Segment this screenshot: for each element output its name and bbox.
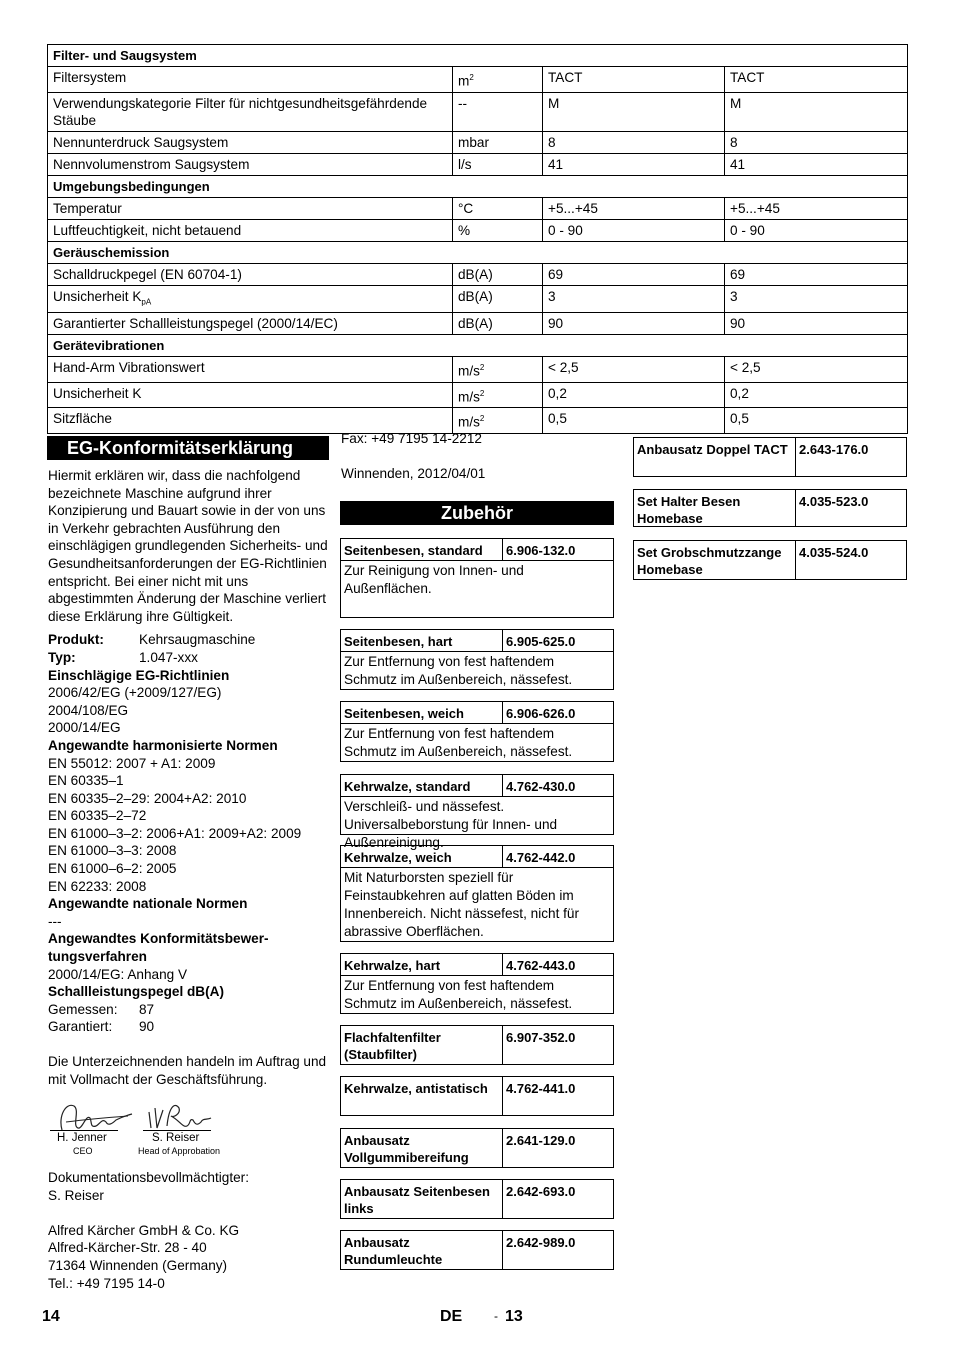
spec-label: Verwendungskategorie Filter für nichtgesundheitsgefährdende Stäube	[48, 92, 453, 131]
spec-value-2: +5...+45	[725, 197, 908, 219]
accessory-part-number: 6.906-132.0	[506, 543, 576, 558]
sig1-role: CEO	[73, 1146, 93, 1156]
accessory-item	[340, 774, 614, 850]
spec-row	[48, 67, 908, 93]
harmonised-list	[48, 755, 328, 896]
sig1-name: H. Jenner	[57, 1132, 107, 1144]
spec-unit: l/s	[453, 153, 543, 175]
spec-value-2: 0,5	[725, 408, 908, 434]
spec-row	[48, 382, 908, 408]
sig2-name: S. Reiser	[152, 1132, 200, 1144]
spec-row	[48, 313, 908, 335]
accessory-part-number: 6.907-352.0	[506, 1030, 576, 1045]
spec-unit: dB(A)	[453, 285, 543, 313]
spec-label: Temperatur	[48, 197, 453, 219]
accessory-part-number: 2.642-693.0	[506, 1184, 576, 1199]
company-street: Alfred-Kärcher-Str. 28 - 40	[48, 1240, 207, 1256]
language-code: DE	[440, 1308, 463, 1325]
spec-section-row	[48, 45, 908, 67]
national-value: ---	[48, 913, 62, 929]
list-item: 2004/108/EG	[48, 702, 129, 718]
accessory-name: Anbausatz Vollgummibereifung	[341, 1129, 503, 1167]
spec-unit: $m/s^2$	[453, 382, 543, 408]
spec-section-label: Geräuschemission	[48, 241, 908, 263]
list-item: EN 61000–6–2: 2005	[48, 861, 177, 877]
accessory-name: Kehrwalze, weich	[341, 846, 503, 867]
list-item: EN 61000–3–2: 2006+A1: 2009+A2: 2009	[48, 825, 302, 841]
guaranteed-row: Garantiert: 90	[48, 1019, 155, 1035]
page-number-left: 14	[42, 1308, 60, 1325]
accessory-item	[633, 437, 907, 477]
spec-value-2: 90	[725, 313, 908, 335]
accessory-description: Mit Naturborsten speziell für Feinstaubkehren auf glatten Böden im Innenbereich. Nicht nässefest, nicht für abrassive Oberflächen.	[344, 870, 579, 939]
spec-row	[48, 153, 908, 175]
accessory-part-number: 4.762-443.0	[506, 958, 576, 973]
spec-label: Unsicherheit $K_{pA}$	[48, 285, 453, 313]
spec-value-1: TACT	[543, 67, 725, 93]
accessory-name: Seitenbesen, hart	[341, 630, 503, 651]
place-date: Winnenden, 2012/04/01	[341, 466, 486, 481]
sig2-role: Head of Approbation	[138, 1146, 221, 1156]
procedure-value: 2000/14/EG: Anhang V	[48, 966, 188, 982]
conformity-intro: Hiermit erklären wir, dass die nachfolgend bezeichnete Maschine aufgrund ihrer Konzipierung und Bauart sowie in der von uns in Verkehr gebrachten Ausführung den einschlägigen grundlegenden Sicherheits- und Gesundheitsanforderungen der EG-Richtlinien entspricht. Bei einer nicht mit uns abgestimmten Änderung der Maschine verliert diese Erklärung ihre Gültigkeit.	[48, 468, 328, 624]
spec-section-label: Gerätevibrationen	[48, 335, 908, 357]
measured-row: Gemessen: 87	[48, 1001, 155, 1017]
spec-unit: mbar	[453, 131, 543, 153]
page-dash: -	[494, 1309, 498, 1323]
spec-value-1: 69	[543, 263, 725, 285]
mandate-text: Die Unterzeichnenden handeln im Auftrag und mit Vollmacht der Geschäftsführung.	[48, 1054, 327, 1087]
accessory-part-number: 2.641-129.0	[506, 1133, 576, 1148]
spec-label: Sitzfläche	[48, 408, 453, 434]
accessory-part-number: 4.762-430.0	[506, 779, 576, 794]
spec-label: Luftfeuchtigkeit, nicht betauend	[48, 219, 453, 241]
spec-row	[48, 285, 908, 313]
accessory-name: Seitenbesen, standard	[341, 539, 503, 560]
spec-value-1: 0,2	[543, 382, 725, 408]
accessory-name: Kehrwalze, standard	[341, 775, 503, 796]
accessory-part-number: 4.035-524.0	[799, 545, 869, 560]
accessory-item	[340, 1179, 614, 1219]
accessory-name: Set Grobschmutzzange Homebase	[634, 541, 796, 579]
sound-label: Schallleistungspegel dB(A)	[48, 984, 224, 1000]
spec-section-row	[48, 175, 908, 197]
spec-unit: dB(A)	[453, 263, 543, 285]
list-item: 2000/14/EG	[48, 720, 121, 736]
spec-value-2: M	[725, 92, 908, 131]
accessory-name: Kehrwalze, hart	[341, 954, 503, 975]
spec-value-2: < 2,5	[725, 357, 908, 383]
spec-unit: °C	[453, 197, 543, 219]
spec-row	[48, 92, 908, 131]
type-row: Typ: 1.047-xxx	[48, 649, 198, 665]
spec-label: Schalldruckpegel (EN 60704-1)	[48, 263, 453, 285]
spec-label: Hand-Arm Vibrationswert	[48, 357, 453, 383]
fax-line: Fax: +49 7195 14-2212	[341, 431, 482, 446]
accessory-part-number: 6.905-625.0	[506, 634, 576, 649]
accessory-name: Seitenbesen, weich	[341, 702, 503, 723]
spec-value-2: TACT	[725, 67, 908, 93]
spec-value-1: M	[543, 92, 725, 131]
company-city: 71364 Winnenden (Germany)	[48, 1257, 228, 1273]
accessory-name: Anbausatz Seitenbesen links	[341, 1180, 503, 1218]
accessory-item	[340, 701, 614, 762]
spec-unit: $m/s^2$	[453, 357, 543, 383]
spec-row	[48, 263, 908, 285]
spec-section-row	[48, 335, 908, 357]
spec-value-2: 3	[725, 285, 908, 313]
spec-value-1: 3	[543, 285, 725, 313]
accessory-item	[340, 629, 614, 690]
product-row: Produkt: Kehrsaugmaschine	[48, 632, 256, 648]
accessory-description: Verschleiß- und nässefest. Universalbeborstung für Innen- und Außenreinigung.	[344, 799, 558, 850]
accessory-item	[340, 1076, 614, 1116]
accessory-name: Flachfaltenfilter (Staubfilter)	[341, 1026, 503, 1064]
accessory-name: Anbausatz Doppel TACT	[634, 438, 796, 476]
spec-unit: --	[453, 92, 543, 131]
directives-label: Einschlägige EG-Richtlinien	[48, 667, 230, 683]
list-item: EN 61000–3–3: 2008	[48, 843, 177, 859]
spec-section-row	[48, 241, 908, 263]
accessory-part-number: 4.035-523.0	[799, 494, 869, 509]
accessory-description: Zur Entfernung von fest haftendem Schmutz im Außenbereich, nässefest.	[344, 978, 573, 1011]
doc-rep-name: S. Reiser	[48, 1187, 104, 1203]
accessory-name: Kehrwalze, antistatisch	[341, 1077, 503, 1115]
spec-label: Filtersystem	[48, 67, 453, 93]
spec-value-1: 0,5	[543, 408, 725, 434]
conformity-column	[48, 467, 328, 1088]
doc-rep-label: Dokumentationsbevollmächtigter:	[48, 1170, 249, 1185]
spec-row	[48, 197, 908, 219]
harmonised-label: Angewandte harmonisierte Normen	[48, 737, 278, 753]
spec-value-2: 0,2	[725, 382, 908, 408]
list-item: EN 60335–1	[48, 773, 124, 789]
spec-section-label: Umgebungsbedingungen	[48, 175, 908, 197]
conformity-heading: EG-Konformitätserklärung	[47, 436, 329, 460]
list-item: EN 60335–2–29: 2004+A2: 2010	[48, 790, 247, 806]
accessory-description: Zur Entfernung von fest haftendem Schmutz im Außenbereich, nässefest.	[344, 654, 573, 687]
national-label: Angewandte nationale Normen	[48, 896, 248, 912]
spec-value-2: 8	[725, 131, 908, 153]
company-name: Alfred Kärcher GmbH & Co. KG	[48, 1222, 240, 1238]
spec-label: Nennunterdruck Saugsystem	[48, 131, 453, 153]
accessory-item	[633, 540, 907, 580]
spec-unit: dB(A)	[453, 313, 543, 335]
spec-value-1: +5...+45	[543, 197, 725, 219]
accessory-part-number: 4.762-442.0	[506, 850, 576, 865]
spec-row	[48, 131, 908, 153]
company-tel: Tel.: +49 7195 14-0	[48, 1275, 165, 1291]
signature-line-1	[50, 1130, 118, 1131]
accessory-part-number: 6.906-626.0	[506, 706, 576, 721]
accessory-item	[340, 1025, 614, 1065]
spec-value-2: 69	[725, 263, 908, 285]
accessory-description: Zur Reinigung von Innen- und Außenflächen.	[344, 563, 524, 596]
accessory-part-number: 4.762-441.0	[506, 1081, 576, 1096]
list-item: EN 55012: 2007 + A1: 2009	[48, 755, 216, 771]
signature-reiser	[145, 1098, 215, 1134]
list-item: EN 62233: 2008	[48, 878, 147, 894]
list-item: EN 60335–2–72	[48, 808, 147, 824]
spec-label: Unsicherheit K	[48, 382, 453, 408]
spec-value-2: 0 - 90	[725, 219, 908, 241]
page-number-right: 13	[505, 1308, 523, 1325]
spec-value-1: 8	[543, 131, 725, 153]
spec-unit: $m/s^2$	[453, 408, 543, 434]
spec-unit: $m^2$	[453, 67, 543, 93]
spec-value-1: < 2,5	[543, 357, 725, 383]
spec-row	[48, 219, 908, 241]
accessories-heading: Zubehör	[340, 501, 614, 525]
spec-value-2: 41	[725, 153, 908, 175]
accessory-part-number: 2.643-176.0	[799, 442, 869, 457]
accessory-name: Anbausatz Rundumleuchte	[341, 1231, 503, 1269]
spec-unit: %	[453, 219, 543, 241]
list-item: 2006/42/EG (+2009/127/EG)	[48, 685, 222, 701]
spec-table	[47, 44, 908, 434]
accessory-description: Zur Entfernung von fest haftendem Schmutz im Außenbereich, nässefest.	[344, 726, 573, 759]
signature-line-2	[143, 1130, 211, 1131]
accessory-item	[340, 953, 614, 1014]
spec-label: Nennvolumenstrom Saugsystem	[48, 153, 453, 175]
accessory-item	[633, 489, 907, 527]
spec-value-1: 90	[543, 313, 725, 335]
accessory-item	[340, 1128, 614, 1168]
accessory-part-number: 2.642-989.0	[506, 1235, 576, 1250]
accessory-item	[340, 538, 614, 618]
spec-label: Garantierter Schallleistungspegel (2000/14/EC)	[48, 313, 453, 335]
accessory-item	[340, 1230, 614, 1270]
directives-list	[48, 684, 328, 737]
procedure-label: Angewandtes Konformitätsbewer- tungsverfahren	[48, 931, 269, 965]
accessory-item	[340, 845, 614, 942]
contact-block	[48, 1169, 328, 1292]
spec-value-1: 41	[543, 153, 725, 175]
spec-row	[48, 357, 908, 383]
spec-section-label: Filter- und Saugsystem	[48, 45, 908, 67]
accessory-name: Set Halter Besen Homebase	[634, 490, 796, 526]
spec-value-1: 0 - 90	[543, 219, 725, 241]
